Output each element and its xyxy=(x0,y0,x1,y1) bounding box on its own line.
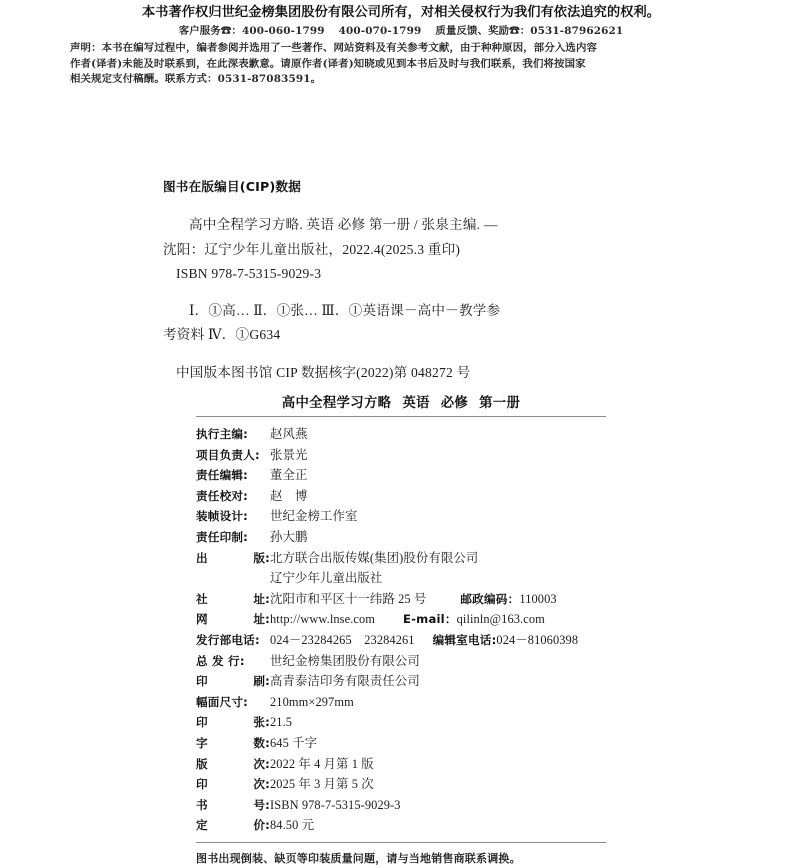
label-responsible-editor: 责任编辑: xyxy=(196,468,249,483)
label-word-count xyxy=(196,733,270,754)
label-project-manager: 项目负责人: xyxy=(196,447,260,462)
row-publisher-secondary xyxy=(196,568,606,589)
quality-feedback-phone: 0531-87962621 xyxy=(530,25,624,37)
quality-feedback-label: 质量反馈、奖励☎： xyxy=(435,25,531,37)
cip-line-2: 沈阳：辽宁少年儿童出版社，2022.4(2025.3 重印) xyxy=(163,241,461,257)
website-left xyxy=(196,609,375,630)
label-price xyxy=(196,815,270,836)
value-executive-editor: 赵风燕 xyxy=(270,427,308,441)
label-email: E-mail： xyxy=(403,612,457,627)
cip-line-5: 考资料 Ⅳ．①G634 xyxy=(163,327,281,342)
value-printer: 高青泰洁印务有限责任公司 xyxy=(270,674,420,689)
value-isbn: ISBN 978-7-5315-9029-3 xyxy=(270,797,401,812)
cip-data-block xyxy=(163,176,633,385)
row-price xyxy=(196,815,606,836)
label-isbn-b: 号: xyxy=(253,797,270,812)
row-trim-size xyxy=(196,692,606,713)
colophon-footer xyxy=(196,843,606,868)
cip-verification-line: 中国版本图书馆 CIP 数据核字(2022)第 048272 号 xyxy=(176,364,471,380)
label-impression xyxy=(196,774,270,795)
label-postcode: 邮政编码： xyxy=(460,591,520,606)
value-publisher-secondary: 辽宁少年儿童出版社 xyxy=(270,571,383,586)
row-address xyxy=(196,589,606,610)
value-print-sheets: 21.5 xyxy=(270,715,293,730)
label-impression-b: 次: xyxy=(253,777,270,792)
label-general-distributor: 总 发 行: xyxy=(196,653,245,668)
value-impression: 2025 年 3 月第 5 次 xyxy=(270,777,374,792)
row-website xyxy=(196,609,606,630)
value-trim-size: 210mm×297mm xyxy=(270,694,354,709)
value-email[interactable]: qilinln@163.com xyxy=(456,612,545,627)
row-general-distributor xyxy=(196,651,606,672)
label-address-b: 址: xyxy=(253,591,270,606)
label-publisher-b: 版: xyxy=(253,550,270,565)
value-editorial-tel: 024－81060398 xyxy=(496,632,579,647)
value-responsible-editor: 董全正 xyxy=(270,468,308,483)
row-cover-design xyxy=(196,506,606,527)
row-distribution-tel xyxy=(196,630,606,651)
colophon-title-subject: 英语 xyxy=(402,396,430,411)
statement-line-1: 声明：本书在编写过程中，编者参阅并选用了一些著作、网站资料及有关参考文献，由于种种原因，部分入选内容 xyxy=(70,42,598,55)
label-distribution-tel: 发行部电话: xyxy=(196,632,260,647)
label-executive-editor: 执行主编: xyxy=(196,427,249,441)
label-website-a: 网 xyxy=(196,612,208,627)
colophon-title-type: 必修 xyxy=(440,396,469,411)
colophon-rows xyxy=(196,417,606,836)
statement-line-3: 相关规定支付稿酬。联系方式：0531-87083591。 xyxy=(70,73,322,86)
label-proofreader: 责任校对: xyxy=(196,488,249,503)
label-impression-a: 印 xyxy=(196,777,208,792)
editorial-tel-group xyxy=(433,630,579,651)
label-print-sheets-b: 张: xyxy=(253,715,270,730)
row-production-manager xyxy=(196,527,606,548)
row-executive-editor xyxy=(196,424,606,445)
postcode-group xyxy=(460,589,556,610)
label-price-b: 价: xyxy=(253,818,270,833)
label-address-a: 社 xyxy=(196,591,208,606)
quality-exchange-note: 图书出现倒装、缺页等印装质量问题，请与当地销售商联系调换。 xyxy=(196,851,521,865)
colophon-block xyxy=(196,392,606,868)
label-printer-b: 刷: xyxy=(253,674,270,689)
colophon-title xyxy=(196,392,606,416)
label-edition-a: 版 xyxy=(196,756,208,771)
label-word-count-a: 字 xyxy=(196,735,208,750)
value-word-count: 645 千字 xyxy=(270,735,318,750)
service-phone-2: 400-070-1799 xyxy=(338,25,422,37)
value-proofreader: 赵 博 xyxy=(270,488,308,503)
label-price-a: 定 xyxy=(196,818,208,833)
label-word-count-b: 数: xyxy=(253,735,270,750)
label-isbn-a: 书 xyxy=(196,797,208,812)
cip-line-1: 高中全程学习方略. 英语 必修 第一册 / 张泉主编. — xyxy=(189,217,498,232)
label-print-sheets-a: 印 xyxy=(196,715,208,730)
label-printer-a: 印 xyxy=(196,674,208,689)
row-printer xyxy=(196,671,606,692)
row-responsible-editor xyxy=(196,465,606,486)
label-edition-b: 次: xyxy=(253,756,270,771)
customer-service-label: 客户服务☎： xyxy=(178,25,242,37)
cip-heading: 图书在版编目(CIP)数据 xyxy=(163,179,302,194)
colophon-title-volume: 第一册 xyxy=(479,396,521,411)
value-publisher-primary: 北方联合出版传媒(集团)股份有限公司 xyxy=(270,550,479,565)
value-general-distributor: 世纪金榜集团股份有限公司 xyxy=(270,653,420,668)
statement-paragraph xyxy=(70,41,732,87)
statement-line-2: 作者(译者)未能及时联系到，在此深表歉意。请原作者(译者)知晓或见到本书后及时与我们联系，我们将按国家 xyxy=(70,57,586,70)
customer-service-line xyxy=(70,24,732,39)
label-edition xyxy=(196,754,270,775)
email-group xyxy=(403,609,545,630)
label-editorial-tel: 编辑室电话: xyxy=(432,632,497,647)
row-edition xyxy=(196,754,606,775)
value-edition: 2022 年 4 月第 1 版 xyxy=(270,756,374,771)
label-publisher-a: 出 xyxy=(196,550,208,565)
value-cover-design: 世纪金榜工作室 xyxy=(270,509,358,524)
label-address xyxy=(196,589,270,610)
label-production-manager: 责任印制: xyxy=(196,529,249,544)
row-proofreader xyxy=(196,486,606,507)
label-isbn xyxy=(196,795,270,816)
label-website xyxy=(196,609,270,630)
distribution-tel-left xyxy=(196,630,415,651)
label-printer xyxy=(196,671,270,692)
label-trim-size: 幅面尺寸: xyxy=(196,694,249,709)
row-impression xyxy=(196,774,606,795)
value-postcode: 110003 xyxy=(519,591,557,606)
copyright-notice-block xyxy=(70,4,732,87)
label-publisher xyxy=(196,548,270,569)
value-project-manager: 张景光 xyxy=(270,447,308,462)
row-isbn xyxy=(196,795,606,816)
row-word-count xyxy=(196,733,606,754)
address-left xyxy=(196,589,426,610)
value-price: 84.50 元 xyxy=(270,818,315,833)
label-website-b: 址: xyxy=(253,612,270,627)
label-print-sheets xyxy=(196,712,270,733)
service-phone-1: 400-060-1799 xyxy=(241,25,325,37)
value-production-manager: 孙大鹏 xyxy=(270,529,308,544)
row-print-sheets xyxy=(196,712,606,733)
label-cover-design: 装帧设计: xyxy=(196,509,249,524)
row-publisher xyxy=(196,548,606,569)
value-address: 沈阳市和平区十一纬路 25 号 xyxy=(270,591,427,606)
value-website-url[interactable]: http://www.lnse.com xyxy=(270,612,376,627)
cip-isbn-line: ISBN 978-7-5315-9029-3 xyxy=(176,266,322,281)
cip-line-4: Ⅰ．①高… Ⅱ．①张… Ⅲ．①英语课－高中－教学参 xyxy=(189,302,501,318)
value-distribution-tel: 024－23284265 23284261 xyxy=(270,632,415,647)
row-project-manager xyxy=(196,445,606,466)
copyright-headline: 本书著作权归世纪金榜集团股份有限公司所有，对相关侵权行为我们有依法追究的权利。 xyxy=(141,5,661,20)
colophon-title-main: 高中全程学习方略 xyxy=(281,396,392,411)
